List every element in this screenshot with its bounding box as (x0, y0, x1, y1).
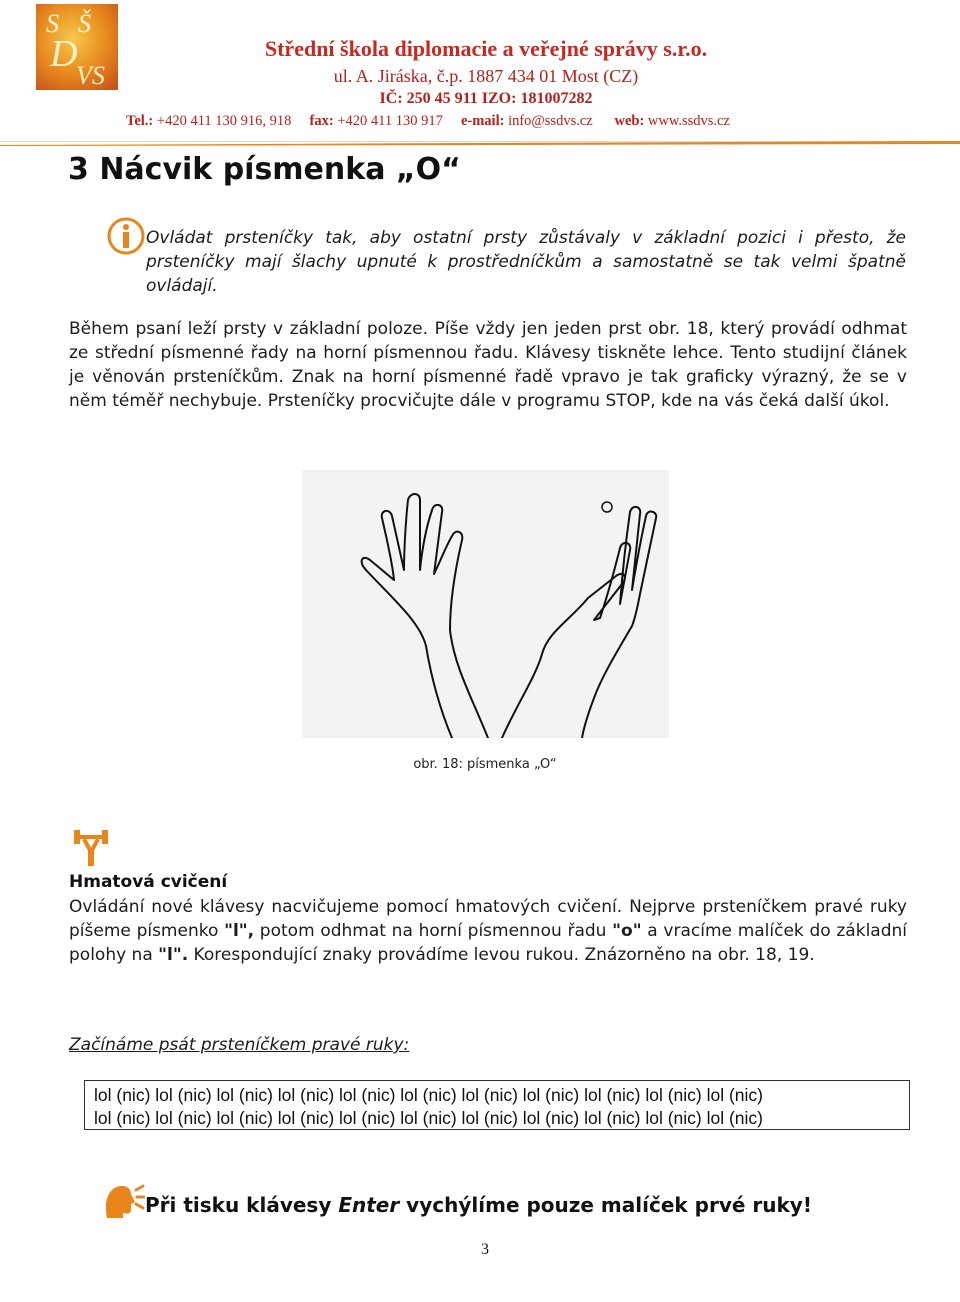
email-label: e-mail: (460, 113, 505, 129)
svg-text:Š: Š (78, 9, 91, 38)
section-title: 3 Nácvik písmenka „O“ (68, 152, 461, 187)
drill-paragraph (69, 895, 907, 967)
drill-text-3: a vracíme malíček do základní polohy na (69, 921, 908, 965)
svg-text:S: S (46, 9, 59, 38)
figure-caption: obr. 18: písmenka „O“ (413, 757, 557, 772)
fax-label: fax: (309, 113, 334, 129)
page-number: 3 (481, 1241, 489, 1258)
tel-value: +420 411 130 916, 918 (153, 113, 292, 129)
drill-key-2: "o" (612, 921, 642, 941)
speaking-head-icon (103, 1182, 145, 1222)
intro-paragraph: Ovládat prsteníčky tak, aby ostatní prsty zůstávaly v základní pozici i přesto, že prsteníčky mají šlachy upnuté k prostředníčkům a samostatně se tak velmi špatně ovládají. (146, 228, 906, 296)
tip-key: Enter (338, 1193, 400, 1217)
tel-label: Tel.: (126, 113, 154, 129)
header-rule (0, 132, 960, 138)
drill-text-1: Ovládání nové klávesy nacvičujeme pomocí hmatových cvičení. Nejprve prsteníčkem pravé ruky píšeme písmenko (69, 897, 907, 941)
email-value[interactable]: info@ssdvs.cz (504, 113, 593, 129)
web-value[interactable]: www.ssdvs.cz (644, 113, 730, 129)
drill-key-3: "l". (158, 945, 189, 965)
school-address: ul. A. Jiráska, č.p. 1887 434 01 Most (CZ) (333, 66, 639, 86)
exercise-line: lol (nic) lol (nic) lol (nic) lol (nic) lol (nic) lol (nic) lol (nic) lol (nic) lol (nic) lol (nic) lol (nic) (94, 1085, 763, 1105)
school-name: Střední škola diplomacie a veřejné správy s.r.o. (264, 36, 708, 61)
tip-text-after: vychýlíme pouze malíček prvé ruky! (399, 1193, 812, 1217)
drill-text-2: potom odhmat na horní písmennou řadu (254, 921, 613, 941)
school-ids: IČ: 250 45 911 IZO: 181007282 (379, 90, 593, 107)
fax-value: +420 411 130 917 (333, 113, 443, 129)
svg-text:VS: VS (76, 61, 105, 90)
enter-tip (145, 1193, 812, 1217)
exercise-heading: Začínáme psát prsteníčkem pravé ruky: (69, 1035, 410, 1055)
svg-text:D: D (50, 33, 78, 75)
exercise-box (84, 1080, 910, 1130)
contact-line (126, 111, 858, 131)
web-label: web: (614, 113, 645, 129)
hands-figure (302, 470, 669, 738)
drill-title: Hmatová cvičení (69, 872, 228, 892)
info-icon (106, 216, 146, 256)
school-logo (36, 4, 118, 90)
exercise-line: lol (nic) lol (nic) lol (nic) lol (nic) lol (nic) lol (nic) lol (nic) lol (nic) lol (nic) lol (nic) lol (nic) (94, 1108, 763, 1128)
dumbbell-icon (72, 826, 112, 870)
drill-key-1: "l", (224, 921, 255, 941)
drill-text-4: Korespondující znaky provádíme levou rukou. Znázorněno na obr. 18, 19. (188, 945, 815, 965)
body-paragraph: Během psaní leží prsty v základní poloze. Píše vždy jen jeden prst obr. 18, který provádí odhmat ze střední písmenné řady na horní písmennou řadu. Klávesy tiskněte lehce. Tento studijní článek je věnován prsteníčkům. Znak na horní písmenné řadě vpravo je tak graficky výrazný, že se v něm téměř nechybuje. Prsteníčky procvičujte dále v programu STOP, kde na vás čeká další úkol. (69, 319, 907, 411)
tip-text-before: Při tisku klávesy (145, 1193, 339, 1217)
